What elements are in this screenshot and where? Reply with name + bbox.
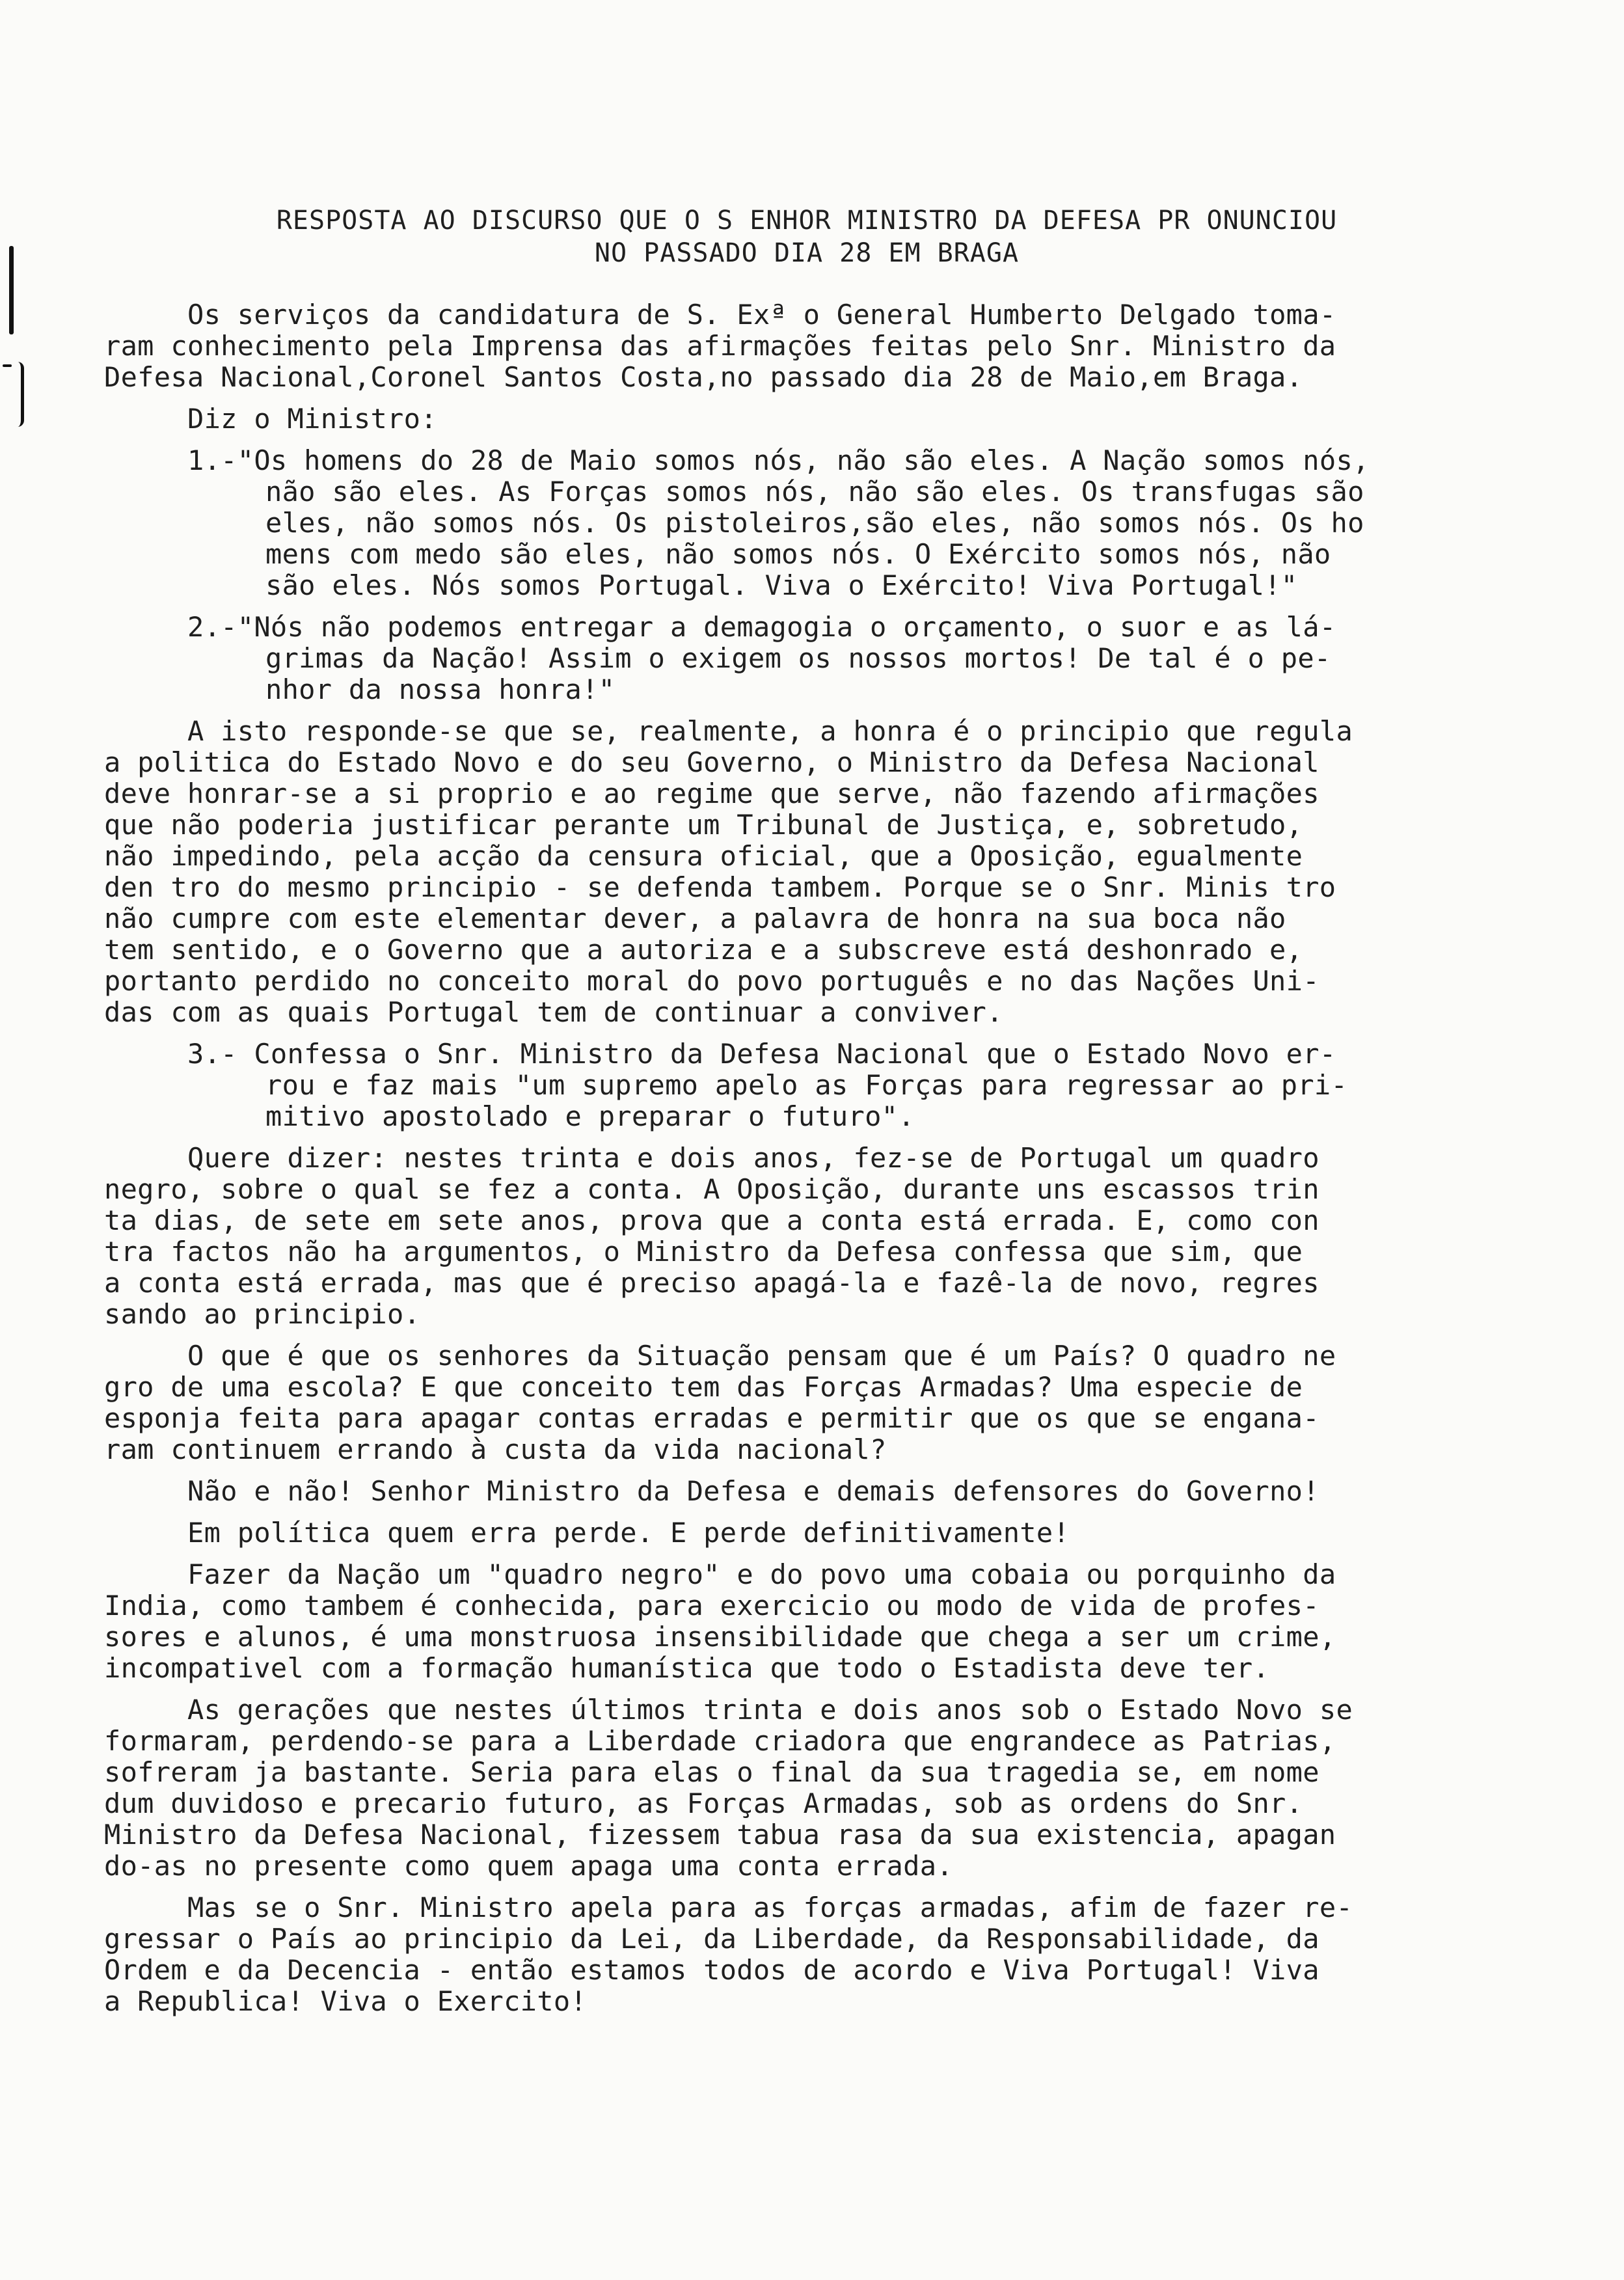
text-line: ram conhecimento pela Imprensa das afirmações feitas pelo Snr. Ministro da [104,330,1336,362]
text-line: não cumpre com este elementar dever, a palavra de honra na sua boca não [104,903,1286,934]
text-line: esponja feita para apagar contas erradas e permitir que os que se engana- [104,1402,1320,1434]
paragraph [104,403,1562,435]
text-line: ta dias, de sete em sete anos, prova que a conta está errada. E, como con [104,1204,1320,1236]
text-line: portanto perdido no conceito moral do povo português e no das Nações Uni- [104,965,1320,997]
paragraph [104,1517,1562,1549]
paragraph-gap [104,1465,1562,1476]
paragraph-gap [104,601,1562,612]
text-line: que não poderia justificar perante um Tribunal de Justiça, e, sobretudo, [104,809,1303,841]
text-line: Diz o Ministro: [187,403,437,435]
text-line: tra factos não ha argumentos, o Ministro da Defesa confessa que sim, que [104,1236,1303,1268]
text-line: sores e alunos, é uma monstruosa insensibilidade que chega a ser um crime, [104,1621,1336,1653]
paragraph [104,1559,1562,1684]
text-line: incompativel com a formação humanística que todo o Estadista deve ter. [104,1652,1270,1684]
text-line: sofreram ja bastante. Seria para elas o final da sua tragedia se, em nome [104,1756,1320,1788]
paragraph-gap [104,1507,1562,1517]
text-line: Fazer da Nação um "quadro negro" e do povo uma cobaia ou porquinho da [187,1558,1336,1590]
text-line: eles, não somos nós. Os pistoleiros,são eles, não somos nós. Os ho [265,507,1364,539]
text-line: Em política quem erra perde. E perde definitivamente! [187,1517,1070,1549]
text-line: rou e faz mais "um supremo apelo as Forças para regressar ao pri- [265,1069,1348,1101]
text-line: gro de uma escola? E que conceito tem das Forças Armadas? Uma especie de [104,1371,1303,1403]
paragraph-gap [104,393,1562,403]
text-line: sando ao principio. [104,1298,421,1330]
text-line: formaram, perdendo-se para a Liberdade criadora que engrandece as Patrias, [104,1725,1336,1757]
margin-pen-mark-2 [17,362,24,427]
text-line: a Republica! Viva o Exercito! [104,1985,587,2017]
text-line: Ministro da Defesa Nacional, fizessem tabua rasa da sua existencia, apagan [104,1819,1336,1851]
text-line: den tro do mesmo principio - se defenda tambem. Porque se o Snr. Minis tro [104,871,1336,903]
margin-pen-mark-1 [9,246,14,334]
text-line: nhor da nossa honra!" [265,673,616,705]
paragraph [104,716,1562,1028]
paragraph [104,1143,1562,1330]
paragraph [104,299,1562,393]
text-line: Não e não! Senhor Ministro da Defesa e demais defensores do Governo! [187,1475,1320,1507]
text-line: O que é que os senhores da Situação pensam que é um País? O quadro ne [187,1340,1336,1372]
text-line: Ordem e da Decencia - então estamos todos de acordo e Viva Portugal! Viva [104,1954,1320,1986]
text-line: Os serviços da candidatura de S. Exª o General Humberto Delgado toma- [187,299,1336,331]
text-line: não são eles. As Forças somos nós, não são eles. Os transfugas são [265,476,1364,508]
document-body [104,299,1562,2017]
text-line: deve honrar-se a si proprio e ao regime que serve, não fazendo afirmações [104,778,1320,809]
paragraph [104,612,1562,705]
text-line: Quere dizer: nestes trinta e dois anos, fez-se de Portugal um quadro [187,1142,1320,1174]
text-line: mens com medo são eles, não somos nós. O Exército somos nós, não [265,538,1331,570]
text-line: dum duvidoso e precario futuro, as Forças Armadas, sob as ordens do Snr. [104,1787,1303,1819]
document-title-line-1: RESPOSTA AO DISCURSO QUE O S ENHOR MINISTRO DA DEFESA PR ONUNCIOU [276,206,1338,236]
text-line: Mas se o Snr. Ministro apela para as forças armadas, afim de fazer re- [187,1892,1353,1923]
text-line: são eles. Nós somos Portugal. Viva o Exército! Viva Portugal!" [265,569,1298,601]
text-line: grimas da Nação! Assim o exigem os nossos mortos! De tal é o pe- [265,642,1331,674]
text-line: 1.-"Os homens do 28 de Maio somos nós, não são eles. A Nação somos nós, [187,444,1370,476]
paragraph [104,1892,1562,2017]
text-line: gressar o País ao principio da Lei, da Liberdade, da Responsabilidade, da [104,1923,1320,1955]
text-line: A isto responde-se que se, realmente, a honra é o principio que regula [187,715,1353,747]
text-line: das com as quais Portugal tem de continuar a conviver. [104,996,1003,1028]
text-line: não impedindo, pela acção da censura oficial, que a Oposição, egualmente [104,840,1303,872]
paragraph [104,1476,1562,1507]
paragraph-gap [104,1028,1562,1038]
text-line: do-as no presente como quem apaga uma conta errada. [104,1850,953,1882]
paragraph-gap [104,705,1562,716]
paragraph-gap [104,1330,1562,1340]
text-line: mitivo apostolado e preparar o futuro". [265,1100,915,1132]
text-line: a conta está errada, mas que é preciso apagá-la e fazê-la de novo, regres [104,1267,1320,1299]
paragraph-gap [104,1132,1562,1143]
paragraph-gap [104,435,1562,445]
text-line: 3.- Confessa o Snr. Ministro da Defesa Nacional que o Estado Novo er- [187,1038,1336,1070]
paragraph-gap [104,1684,1562,1694]
text-line: 2.-"Nós não podemos entregar a demagogia o orçamento, o suor e as lá- [187,611,1336,643]
paragraph [104,1694,1562,1882]
text-line: a politica do Estado Novo e do seu Governo, o Ministro da Defesa Nacional [104,746,1320,778]
text-line: As gerações que nestes últimos trinta e dois anos sob o Estado Novo se [187,1694,1353,1726]
paragraph [104,445,1562,601]
paragraph [104,1038,1562,1132]
document-title-line-2: NO PASSADO DIA 28 EM BRAGA [594,238,1020,268]
text-line: India, como tambem é conhecida, para exercicio ou modo de vida de profes- [104,1590,1320,1622]
text-line: tem sentido, e o Governo que a autoriza e a subscreve está deshonrado e, [104,934,1303,966]
paragraph [104,1340,1562,1465]
text-line: ram continuem errando à custa da vida nacional? [104,1433,887,1465]
margin-pen-mark-3 [3,364,12,367]
paragraph-gap [104,1882,1562,1892]
text-line: negro, sobre o qual se fez a conta. A Oposição, durante uns escassos trin [104,1173,1320,1205]
paragraph-gap [104,1549,1562,1559]
text-line: Defesa Nacional,Coronel Santos Costa,no passado dia 28 de Maio,em Braga. [104,361,1303,393]
